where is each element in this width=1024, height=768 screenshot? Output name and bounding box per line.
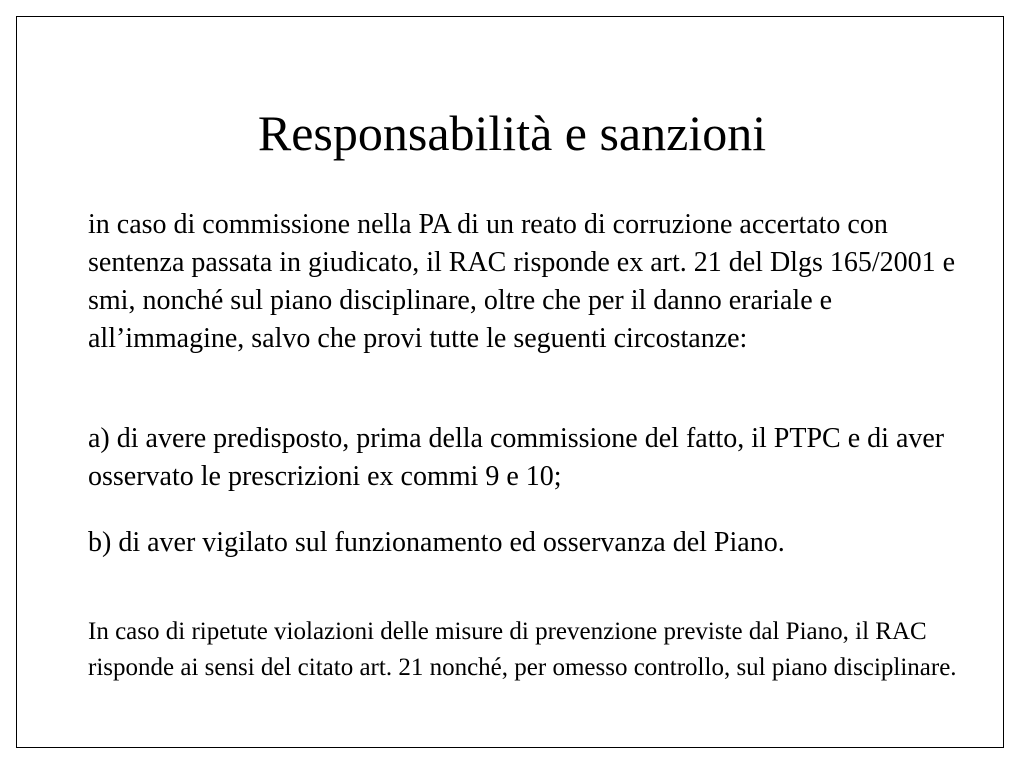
paragraph-condition-a: a) di avere predisposto, prima della commissione del fatto, il PTPC e di aver osservato le prescrizioni ex commi 9 e 10;	[88, 423, 945, 492]
slide-title: Responsabilità e sanzioni	[257, 105, 767, 161]
paragraph-repeated-violations: In caso di ripetute violazioni delle misure di prevenzione previste dal Piano, il RAC risponde ai sensi del citato art. 21 nonché, per omesso controllo, sul piano disciplinare.	[88, 618, 957, 681]
paragraph-intro: in caso di commissione nella PA di un reato di corruzione accertato con sentenza passata in giudicato, il RAC risponde ex art. 21 del Dlgs 165/2001 e smi, nonché sul piano disciplinare, oltre che per il danno erariale e all’immagine, salvo che provi tutte le seguenti circostanze:	[88, 209, 956, 354]
paragraph-condition-b: b) di aver vigilato sul funzionamento ed osservanza del Piano.	[88, 527, 785, 558]
